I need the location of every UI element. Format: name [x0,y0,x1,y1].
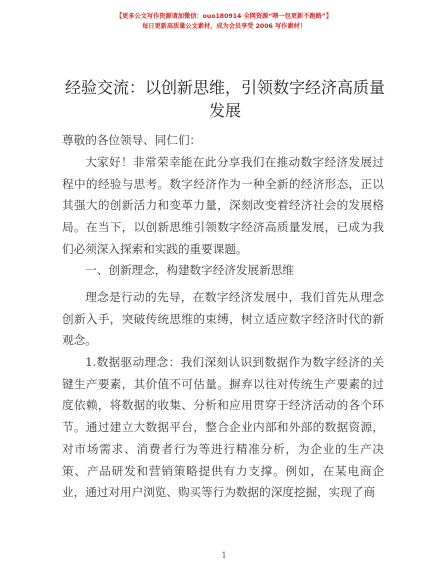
greeting: 尊敬的各位领导、同仁们： [62,133,202,147]
intro-paragraph: 大家好！非常荣幸能在此分享我们在推动数字经济发展过程中的经验与思考。数字经济作为一种全新的经济形态，正以其强大的创新活力和变革力量，深刻改变着经济社会的发展格局。在当下，以创新思维引领数字经济高质量发展，已成为我们必须深入探索和实践的重要课题。 [62,155,384,256]
concept-paragraph: 理念是行动的先导，在数字经济发展中，我们首先从理念创新入手，突破传统思维的束缚，树立适应数字经济时代的新观念。 [62,290,384,348]
promo-banner-line2: 每日更新高质量公文素材，成为会员享受 2006 写作素材！ [142,23,306,30]
section-heading: 一、创新理念，构建数字经济发展新思维 [85,263,294,277]
document-title: 经验交流：以创新思维，引领数字经济高质量发展 [64,78,385,120]
data-driven-paragraph: 1.数据驱动理念：我们深刻认识到数据作为数字经济的关键生产要素，其价值不可估量。摒弃以往对传统生产要素的过度依赖，将数据的收集、分析和应用贯穿于经济活动的各个环节。通过建立大数据平台，整合企业内部和外部的数据资源，对市场需求、消费者行为等进行精准分析，为企业的生产决策、产品研发和营销策略提供有力支撑。例如，在某电商企业，通过对用户浏览、购买等行为数据的深度挖掘，实现了商 [62,355,384,500]
page-number: 1 [221,551,227,560]
promo-banner-line1: 【更多公文写作资源请加微信：ouo180914 全网资源“喂一包更新不跑路”】 [115,13,333,20]
